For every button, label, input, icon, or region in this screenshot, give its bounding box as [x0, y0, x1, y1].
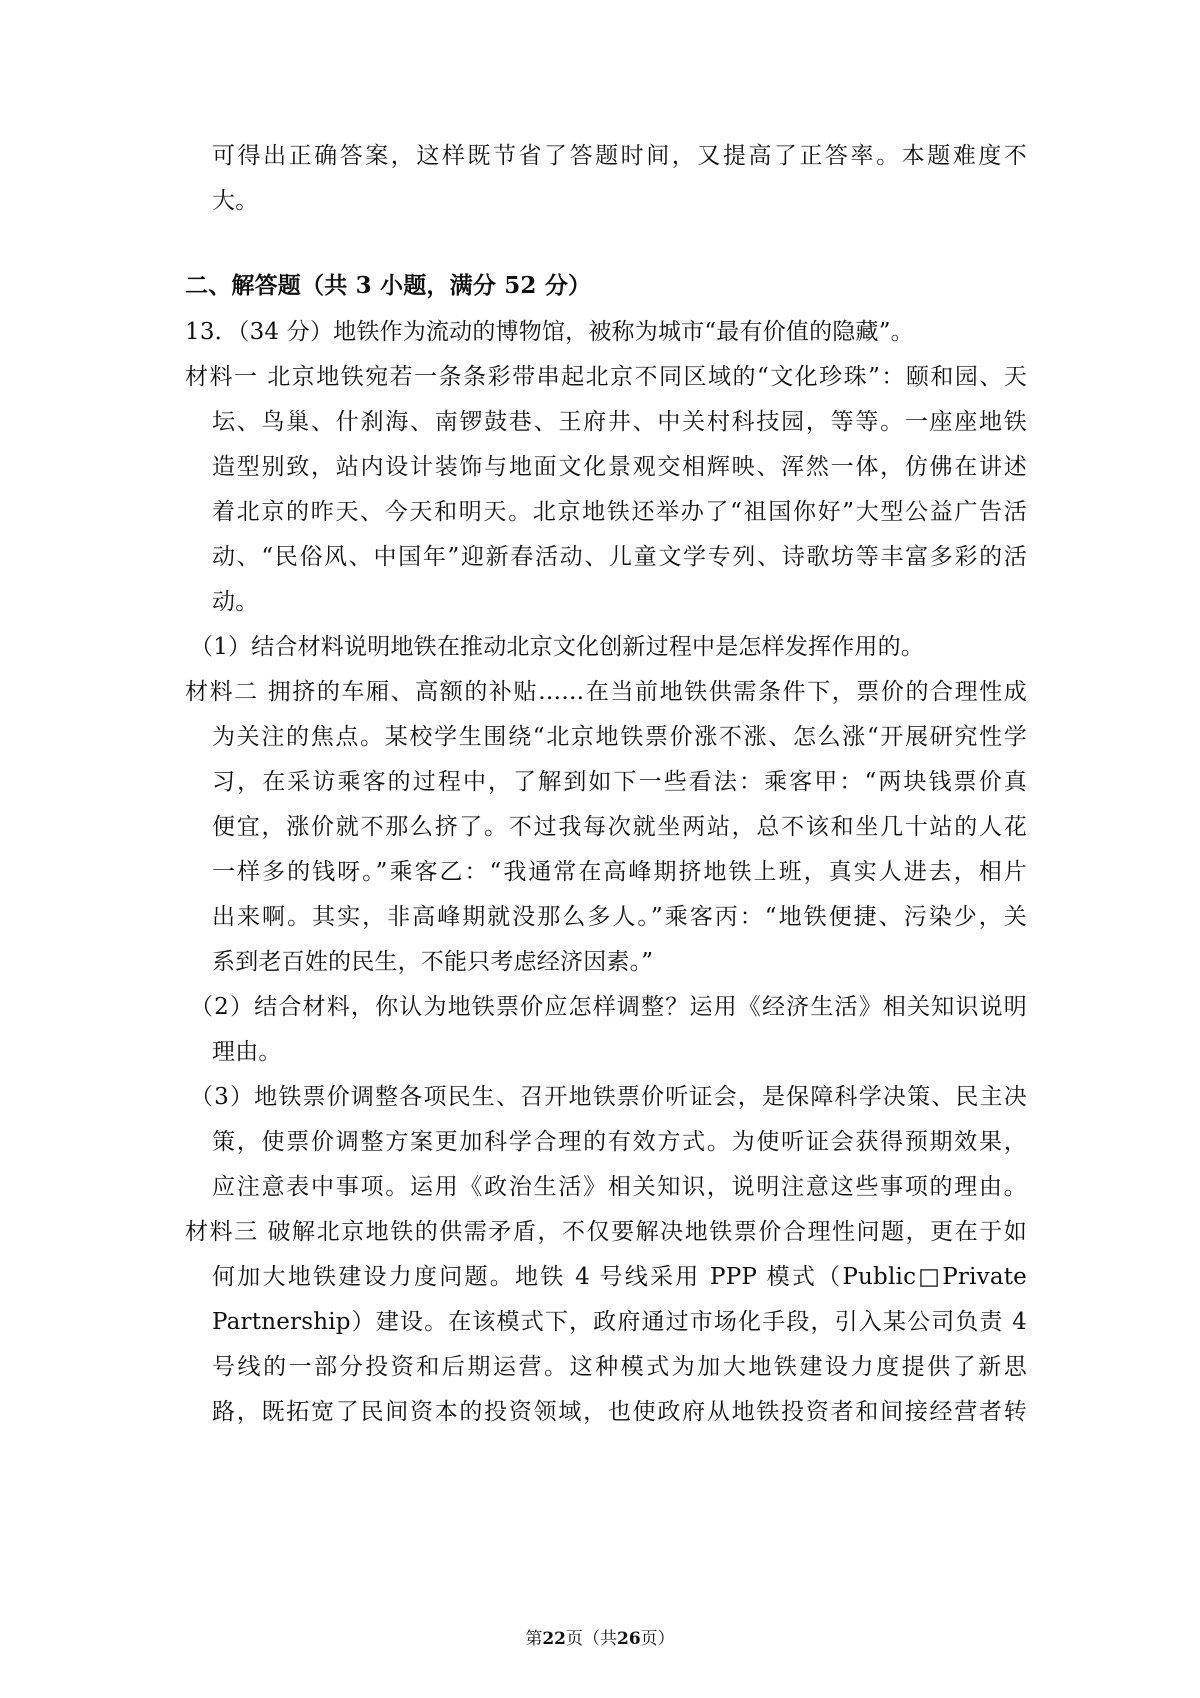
material-3-line: 材料三 破解北京地铁的供需矛盾，不仅要解决地铁票价合理性问题，更在于如 — [185, 1219, 1027, 1245]
material-1-line: 材料一 北京地铁宛若一条条彩带串起北京不同区域的“文化珍珠”：颐和园、天 — [185, 364, 1027, 390]
text-line: 可得出正确答案，这样既节省了答题时间，又提高了正答率。本题难度不 — [212, 143, 1027, 169]
footer-middle: 页（共 — [566, 1629, 617, 1649]
sub-question-2: （2）结合材料，你认为地铁票价应怎样调整？运用《经济生活》相关知识说明 — [190, 994, 1027, 1020]
material-1-line: 动。 — [212, 589, 259, 615]
material-2-line: 一样多的钱呀。”乘客乙：“我通常在高峰期挤地铁上班，真实人进去，相片 — [212, 859, 1027, 885]
material-1-line: 坛、鸟巢、什刹海、南锣鼓巷、王府井、中关村科技园，等等。一座座地铁 — [212, 409, 1027, 435]
material-3-line: 号线的一部分投资和后期运营。这种模式为加大地铁建设力度提供了新思 — [212, 1354, 1027, 1380]
section-heading: 二、解答题（共 3 小题，满分 52 分） — [185, 272, 592, 299]
footer-total-pages: 26 — [617, 1629, 641, 1649]
material-2-line: 为关注的焦点。某校学生围绕“北京地铁票价涨不涨、怎么涨“开展研究性学 — [212, 724, 1027, 750]
question-13: 13．（34 分）地铁作为流动的博物馆，被称为城市“最有价值的隐藏”。 — [185, 319, 914, 345]
sub-question-3-cont: 应注意表中事项。运用《政治生活》相关知识，说明注意这些事项的理由。 — [212, 1174, 1027, 1200]
material-2-line: 习，在采访乘客的过程中，了解到如下一些看法：乘客甲：“两块钱票价真 — [212, 769, 1027, 795]
sub-question-1: （1）结合材料说明地铁在推动北京文化创新过程中是怎样发挥作用的。 — [190, 634, 925, 660]
sub-question-3-cont: 策，使票价调整方案更加科学合理的有效方式。为使听证会获得预期效果， — [212, 1129, 1027, 1155]
sub-question-2-cont: 理由。 — [212, 1039, 282, 1065]
material-2-line: 便宜，涨价就不那么挤了。不过我每次就坐两站，总不该和坐几十站的人花 — [212, 814, 1027, 840]
footer-page-number: 22 — [542, 1629, 566, 1649]
material-3-line: Partnership）建设。在该模式下，政府通过市场化手段，引入某公司负责 4 — [212, 1309, 1027, 1335]
material-2-line: 系到老百姓的民生，不能只考虑经济因素。” — [212, 949, 654, 975]
sub-question-3: （3）地铁票价调整各项民生、召开地铁票价听证会，是保障科学决策、民主决 — [190, 1084, 1027, 1110]
material-1-line: 着北京的昨天、今天和明天。北京地铁还举办了“祖国你好”大型公益广告活 — [212, 499, 1027, 525]
material-3-line: 何加大地铁建设力度问题。地铁 4 号线采用 PPP 模式（Public□Private — [212, 1264, 1027, 1290]
material-2-line: 出来啊。其实，非高峰期就没那么多人。”乘客丙：“地铁便捷、污染少，关 — [212, 904, 1027, 930]
material-2-line: 材料二 拥挤的车厢、高额的补贴……在当前地铁供需条件下，票价的合理性成 — [185, 679, 1027, 705]
text-line: 大。 — [212, 188, 259, 214]
material-3-line: 路，既拓宽了民间资本的投资领域，也使政府从地铁投资者和间接经营者转 — [212, 1399, 1027, 1425]
footer-prefix: 第 — [525, 1629, 543, 1649]
material-1-line: 造型别致，站内设计装饰与地面文化景观交相辉映、浑然一体，仿佛在讲述 — [212, 454, 1027, 480]
material-1-line: 动、“民俗风、中国年”迎新春活动、儿童文学专列、诗歌坊等丰富多彩的活 — [212, 544, 1027, 570]
page-footer — [0, 1628, 1200, 1650]
footer-suffix: 页） — [640, 1629, 675, 1649]
